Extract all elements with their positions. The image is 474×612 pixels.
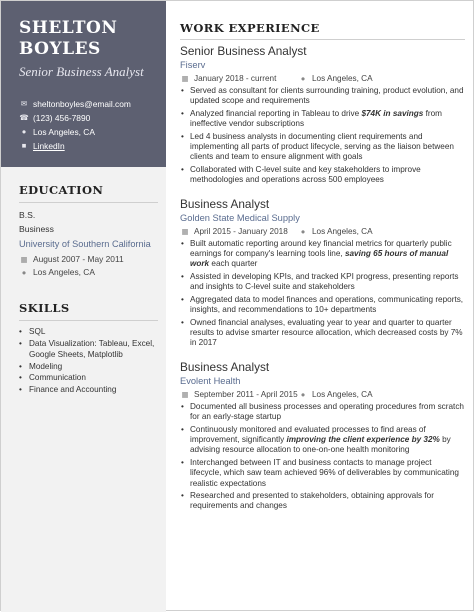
skill-item: • Data Visualization: Tableau, Excel, Google Sheets, Matplotlib xyxy=(19,338,158,361)
job-title: Business Analyst xyxy=(180,359,270,374)
job-bullet: • Collaborated with C-level suite and key stakeholders to improve methodologies and operations across 500 employees xyxy=(180,165,465,186)
job-bullet: • Served as consultant for clients surrounding training, product evolution, and updated scope and requirements xyxy=(180,86,465,107)
skill-item: • Modeling xyxy=(19,361,158,373)
job-meta xyxy=(180,225,465,238)
bullet-text: Built automatic reporting around key financial metrics for quarterly public earnings for company's learning tools line, xyxy=(190,238,452,259)
job-company: Fiserv xyxy=(180,60,206,70)
contact-location xyxy=(19,125,160,139)
skills-divider xyxy=(19,320,158,321)
skills-heading: SKILLS xyxy=(19,301,70,315)
sidebar-body xyxy=(1,167,166,395)
education-school: University of Southern California xyxy=(19,239,151,249)
job-meta xyxy=(180,388,465,401)
name-line-1: SHELTON xyxy=(19,18,118,38)
contact-info xyxy=(19,97,160,153)
main-content xyxy=(180,21,465,514)
job-entry xyxy=(180,43,465,186)
job-bullet: • Assisted in developing KPIs, and tracked KPI progress, presenting reports and insights to C-level suite and stakeholders xyxy=(180,272,465,293)
map-pin-icon: ● xyxy=(21,268,27,277)
linkedin-icon: ■ xyxy=(21,141,27,150)
bullet-highlight: improving the client experience by 32% xyxy=(286,434,440,444)
skill-item: • Finance and Accounting xyxy=(19,384,158,396)
job-bullet xyxy=(180,425,465,456)
job-bullet xyxy=(180,239,465,270)
email-text: sheltonboyles@email.com xyxy=(33,99,131,109)
job-bullet: • Owned financial analyses, evaluating year to year and quarter to quarter results to advise smarter resource allocation, which decreased costs by 7% in 2017 xyxy=(180,318,465,349)
education-location-text: Los Angeles, CA xyxy=(33,267,95,277)
job-entry xyxy=(180,359,465,512)
job-location: Los Angeles, CA xyxy=(312,74,373,83)
job-meta xyxy=(180,72,465,85)
bullet-text: by advising resource allocation to one-on-one health monitoring xyxy=(190,434,451,455)
education-divider xyxy=(19,202,158,203)
job-dates: April 2015 - January 2018 xyxy=(194,226,288,236)
education-heading: EDUCATION xyxy=(19,183,104,197)
bullet-text: Analyzed financial reporting in Tableau to drive xyxy=(190,108,362,118)
bullet-highlight: $74K in savings xyxy=(361,108,424,118)
education-dates xyxy=(19,253,158,266)
candidate-name xyxy=(19,18,160,60)
bullet-text: from ineffective vendor subscriptions xyxy=(190,108,442,129)
contact-email[interactable] xyxy=(19,97,160,111)
job-bullet: • Led 4 business analysts in documenting client requirements and implementing all parts of product lifecycle, serving as the liaison between clients and team to ensure alignment with goals xyxy=(180,132,465,163)
job-bullet: • Aggregated data to model finances and operations, communicating reports, insights, and recommendations to 10+ departments xyxy=(180,295,465,316)
work-experience-heading: WORK EXPERIENCE xyxy=(180,21,320,35)
calendar-icon: ▦ xyxy=(181,226,189,236)
skills-list xyxy=(19,326,158,395)
job-bullet xyxy=(180,109,465,130)
map-pin-icon: ● xyxy=(300,226,306,236)
bullet-text: Continuously monitored and evaluated processes to find areas of improvement, significantly xyxy=(190,424,426,444)
contact-phone[interactable] xyxy=(19,111,160,125)
job-bullet: • Interchanged between IT and business contacts to manage project lifecycle, which saw team achieved 96% of deliverables by communicating realistic expectations xyxy=(180,458,465,489)
contact-linkedin[interactable] xyxy=(19,139,160,153)
job-dates: September 2011 - April 2015 xyxy=(194,389,298,399)
job-bullet: • Researched and presented to stakeholders, obtaining approvals for requirements and changes xyxy=(180,491,465,512)
map-pin-icon: ● xyxy=(21,127,27,136)
linkedin-link[interactable]: LinkedIn xyxy=(33,141,65,151)
location-text: Los Angeles, CA xyxy=(33,127,95,137)
job-entry xyxy=(180,196,465,349)
phone-text: (123) 456-7890 xyxy=(33,113,91,123)
map-pin-icon: ● xyxy=(300,389,306,399)
education-degree: B.S. xyxy=(19,210,36,220)
job-bullets xyxy=(180,239,465,349)
envelope-icon: ✉ xyxy=(20,99,28,108)
job-title: Senior Business Analyst xyxy=(180,44,307,58)
calendar-icon: ▦ xyxy=(181,74,189,83)
education-location xyxy=(19,266,158,279)
bullet-text: each quarter xyxy=(209,259,258,269)
work-experience-divider xyxy=(180,39,465,40)
map-pin-icon: ● xyxy=(300,74,306,83)
job-location: Los Angeles, CA xyxy=(312,389,373,399)
calendar-icon: ▦ xyxy=(181,389,189,399)
job-title: Business Analyst xyxy=(180,196,270,211)
phone-icon: ☎ xyxy=(19,113,29,122)
skill-item: • SQL xyxy=(19,326,158,338)
calendar-icon: ▦ xyxy=(20,255,28,264)
profile-header xyxy=(1,1,166,167)
job-bullets xyxy=(180,86,465,186)
candidate-title: Senior Business Analyst xyxy=(19,64,144,79)
job-location: Los Angeles, CA xyxy=(312,226,373,236)
name-line-2: BOYLES xyxy=(19,39,101,59)
job-company: Golden State Medical Supply xyxy=(180,212,300,223)
job-company: Evolent Health xyxy=(180,375,241,386)
education-dates-text: August 2007 - May 2011 xyxy=(33,254,124,264)
bullet-highlight: saving 65 hours of manual work xyxy=(190,249,449,269)
education-field: Business xyxy=(19,224,54,234)
job-dates: January 2018 - current xyxy=(194,74,277,83)
job-bullets xyxy=(180,402,465,512)
job-bullet: • Documented all business processes and operating procedures from scratch for an early-stage startup xyxy=(180,402,465,423)
skill-item: • Communication xyxy=(19,372,158,384)
sidebar xyxy=(1,1,166,612)
